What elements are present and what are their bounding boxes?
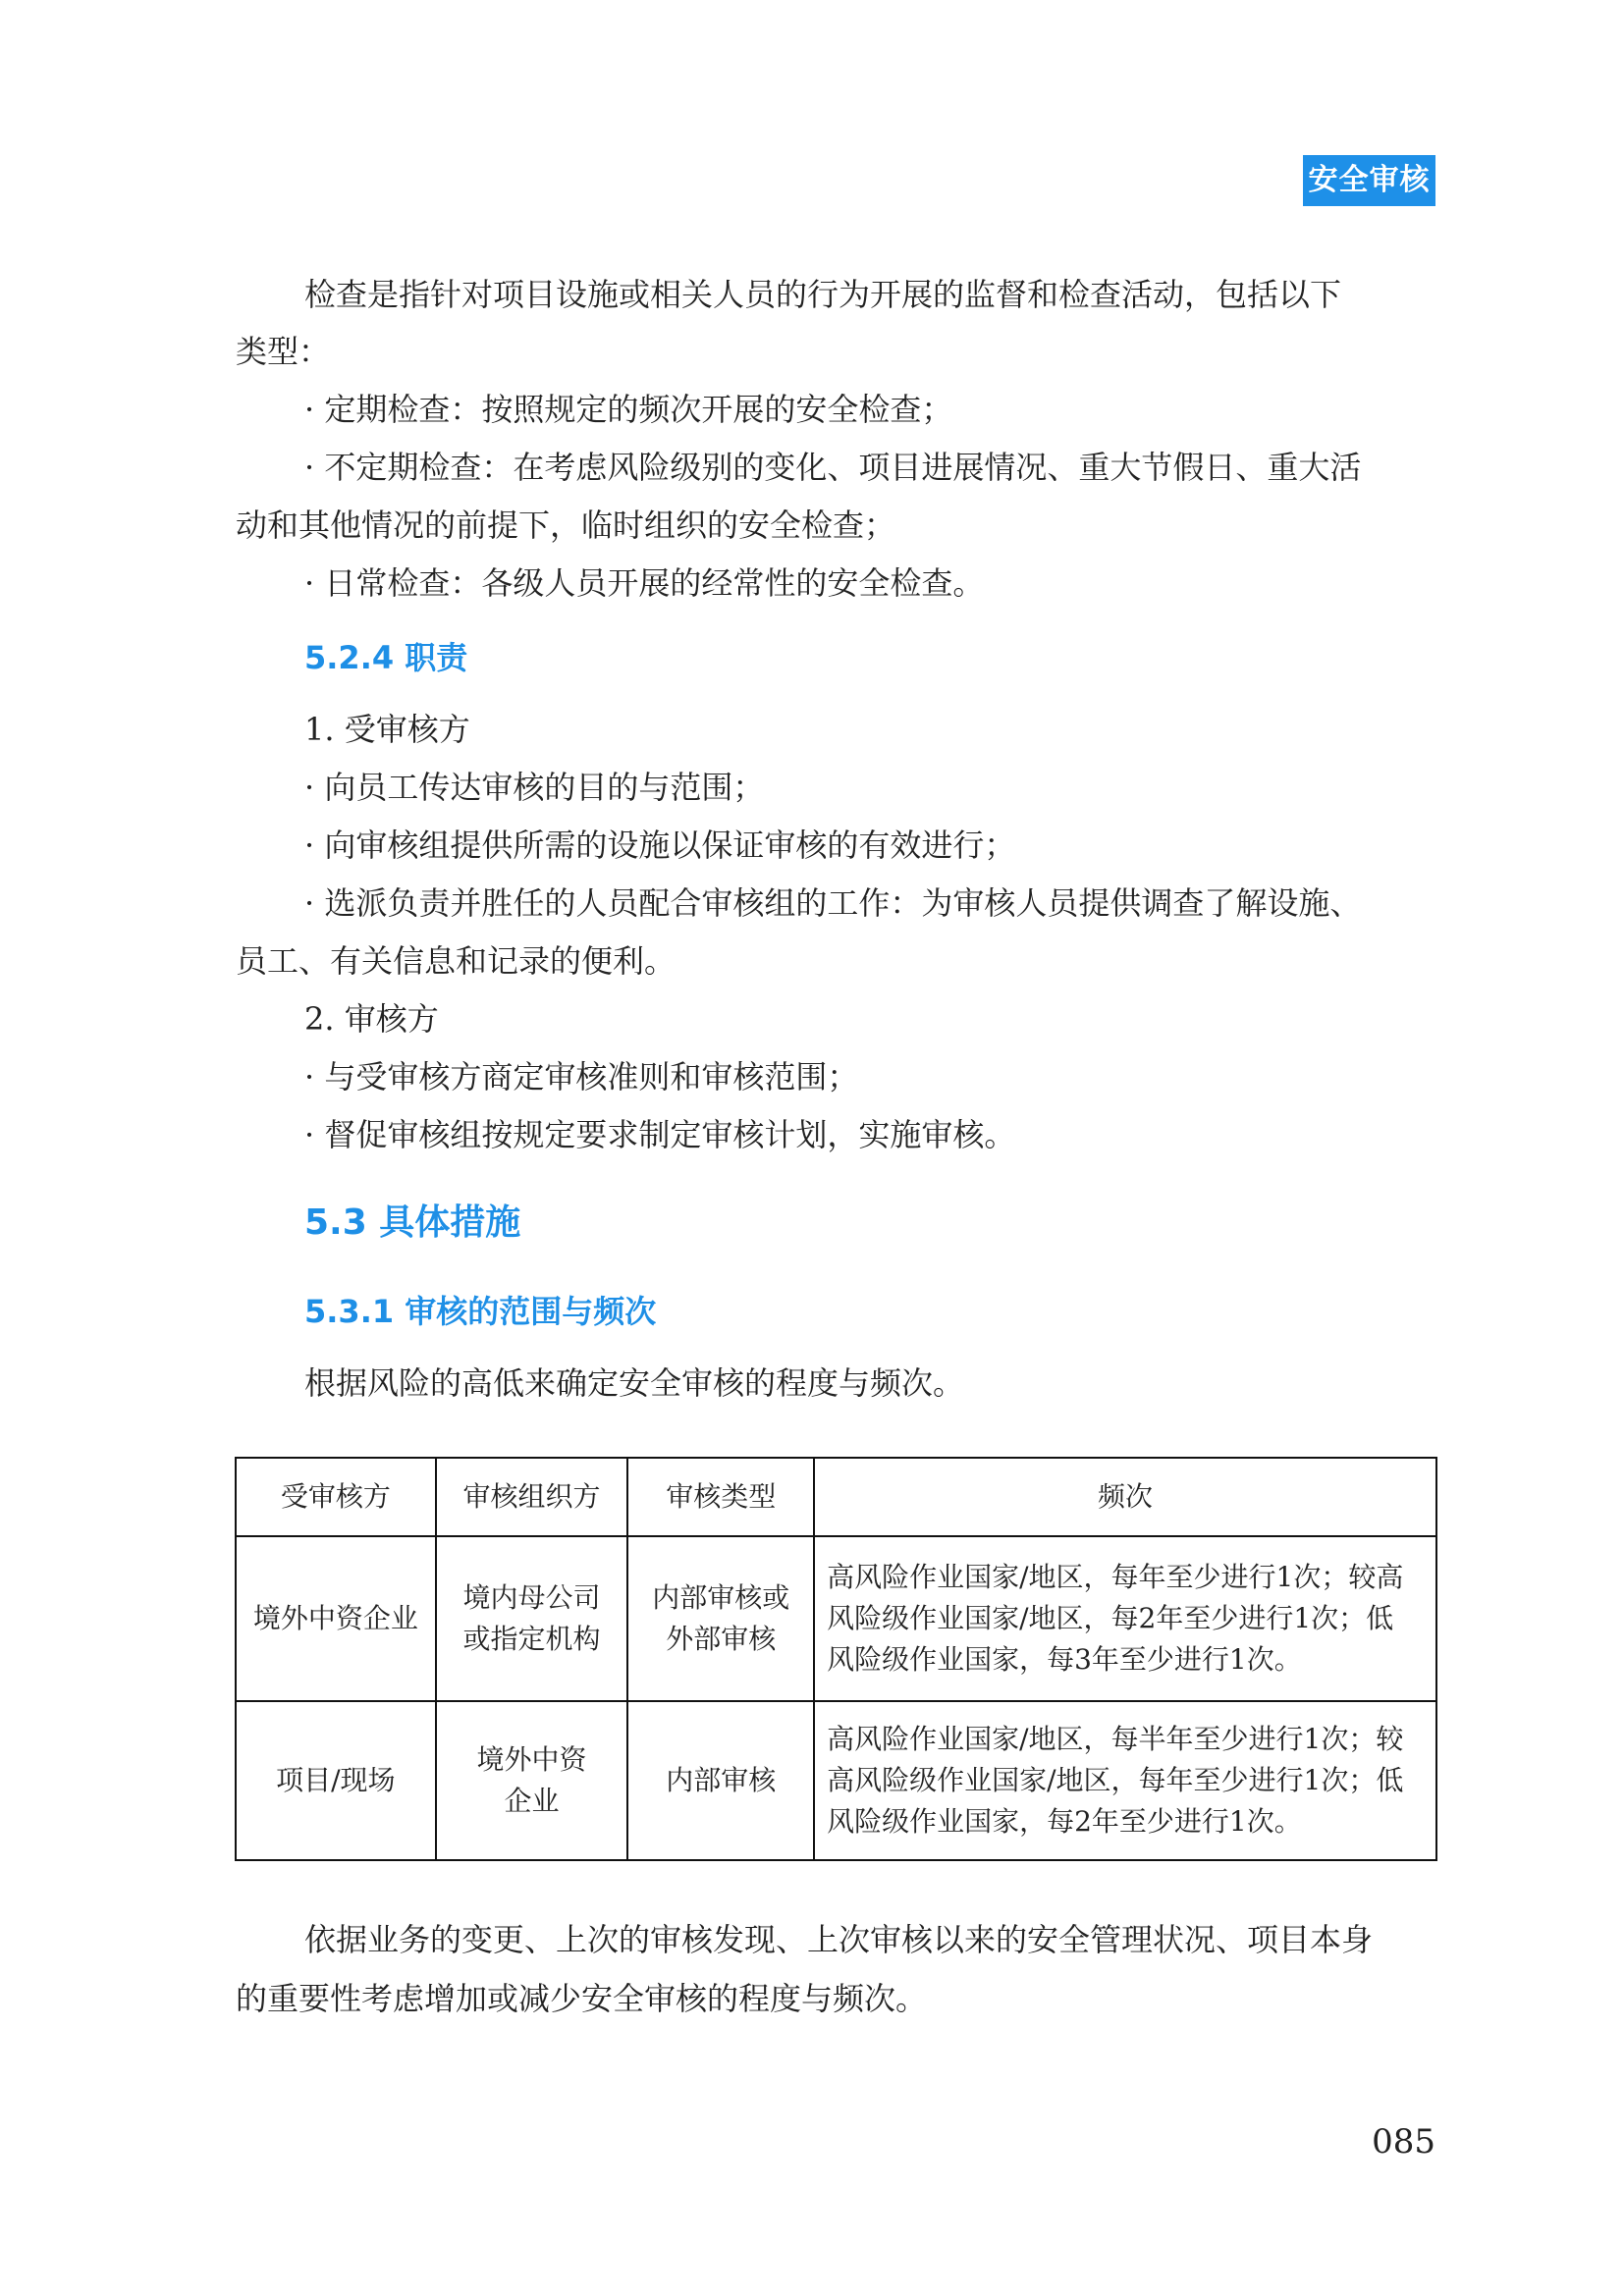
scope-intro: 根据风险的高低来确定安全审核的程度与频次。 bbox=[304, 1364, 965, 1402]
auditee-item-1: · 向员工传达审核的目的与范围； bbox=[304, 769, 765, 806]
table-row bbox=[236, 1701, 1436, 1860]
audit-frequency-table bbox=[235, 1457, 1437, 1861]
heading-5-3: 5.3 具体措施 bbox=[304, 1202, 521, 1243]
cell-line: 或指定机构 bbox=[462, 1623, 601, 1655]
cell-line: 高风险级作业国家/地区，每年至少进行1次；低 bbox=[827, 1764, 1404, 1796]
cell-line: 风险级作业国家，每2年至少进行1次。 bbox=[827, 1805, 1302, 1838]
cell-line: 高风险作业国家/地区，每半年至少进行1次；较 bbox=[827, 1723, 1404, 1755]
header-organizer: 审核组织方 bbox=[436, 1458, 628, 1536]
table-row bbox=[236, 1536, 1436, 1701]
cell-line: 内部审核或 bbox=[652, 1581, 790, 1614]
cell-frequency bbox=[814, 1701, 1436, 1860]
heading-5-3-1: 5.3.1 审核的范围与频次 bbox=[304, 1293, 657, 1330]
header-auditee: 受审核方 bbox=[236, 1458, 436, 1536]
cell-auditee: 项目/现场 bbox=[236, 1701, 436, 1860]
cell-line: 境外中资 bbox=[476, 1743, 587, 1776]
cell-organizer bbox=[436, 1536, 628, 1701]
auditee-title: 1. 受审核方 bbox=[304, 711, 470, 748]
cell-line: 境内母公司 bbox=[462, 1581, 601, 1614]
auditee-item-3: · 选派负责并胜任的人员配合审核组的工作：为审核人员提供调查了解设施、 bbox=[304, 884, 1362, 922]
cell-type bbox=[627, 1701, 814, 1860]
auditee-item-2: · 向审核组提供所需的设施以保证审核的有效进行； bbox=[304, 827, 1016, 864]
auditor-title: 2. 审核方 bbox=[304, 1000, 439, 1038]
intro-item-irregular: · 不定期检查：在考虑风险级别的变化、项目进展情况、重大节假日、重大活 bbox=[304, 449, 1362, 486]
auditor-item-2: · 督促审核组按规定要求制定审核计划，实施审核。 bbox=[304, 1116, 1016, 1153]
cell-line: 高风险作业国家/地区，每年至少进行1次；较高 bbox=[827, 1561, 1404, 1593]
auditee-item-3-cont: 员工、有关信息和记录的便利。 bbox=[236, 942, 677, 980]
cell-line: 风险级作业国家/地区，每2年至少进行1次；低 bbox=[827, 1602, 1394, 1634]
cell-organizer bbox=[436, 1701, 628, 1860]
auditor-item-1: · 与受审核方商定审核准则和审核范围； bbox=[304, 1058, 859, 1095]
closing-line-2: 的重要性考虑增加或减少安全审核的程度与频次。 bbox=[236, 1980, 928, 2017]
section-badge: 安全审核 bbox=[1303, 155, 1435, 206]
intro-item-periodic: · 定期检查：按照规定的频次开展的安全检查； bbox=[304, 391, 953, 428]
intro-line-2: 类型： bbox=[236, 333, 331, 370]
cell-type bbox=[627, 1536, 814, 1701]
intro-item-daily: · 日常检查：各级人员开展的经常性的安全检查。 bbox=[304, 564, 985, 602]
header-type: 审核类型 bbox=[627, 1458, 814, 1536]
intro-item-irregular-cont: 动和其他情况的前提下，临时组织的安全检查； bbox=[236, 507, 896, 544]
cell-line: 风险级作业国家，每3年至少进行1次。 bbox=[827, 1643, 1302, 1676]
cell-line: 企业 bbox=[504, 1785, 560, 1817]
cell-auditee: 境外中资企业 bbox=[236, 1536, 436, 1701]
heading-5-2-4: 5.2.4 职责 bbox=[304, 639, 468, 676]
page-number: 085 bbox=[1372, 2122, 1435, 2162]
intro-line-1: 检查是指针对项目设施或相关人员的行为开展的监督和检查活动，包括以下 bbox=[304, 276, 1342, 313]
cell-line: 外部审核 bbox=[666, 1623, 777, 1655]
cell-frequency bbox=[814, 1536, 1436, 1701]
closing-line-1: 依据业务的变更、上次的审核发现、上次审核以来的安全管理状况、项目本身 bbox=[304, 1921, 1374, 1958]
table-header-row bbox=[236, 1458, 1436, 1536]
header-frequency: 频次 bbox=[814, 1458, 1436, 1536]
cell-line: 内部审核 bbox=[666, 1764, 777, 1796]
